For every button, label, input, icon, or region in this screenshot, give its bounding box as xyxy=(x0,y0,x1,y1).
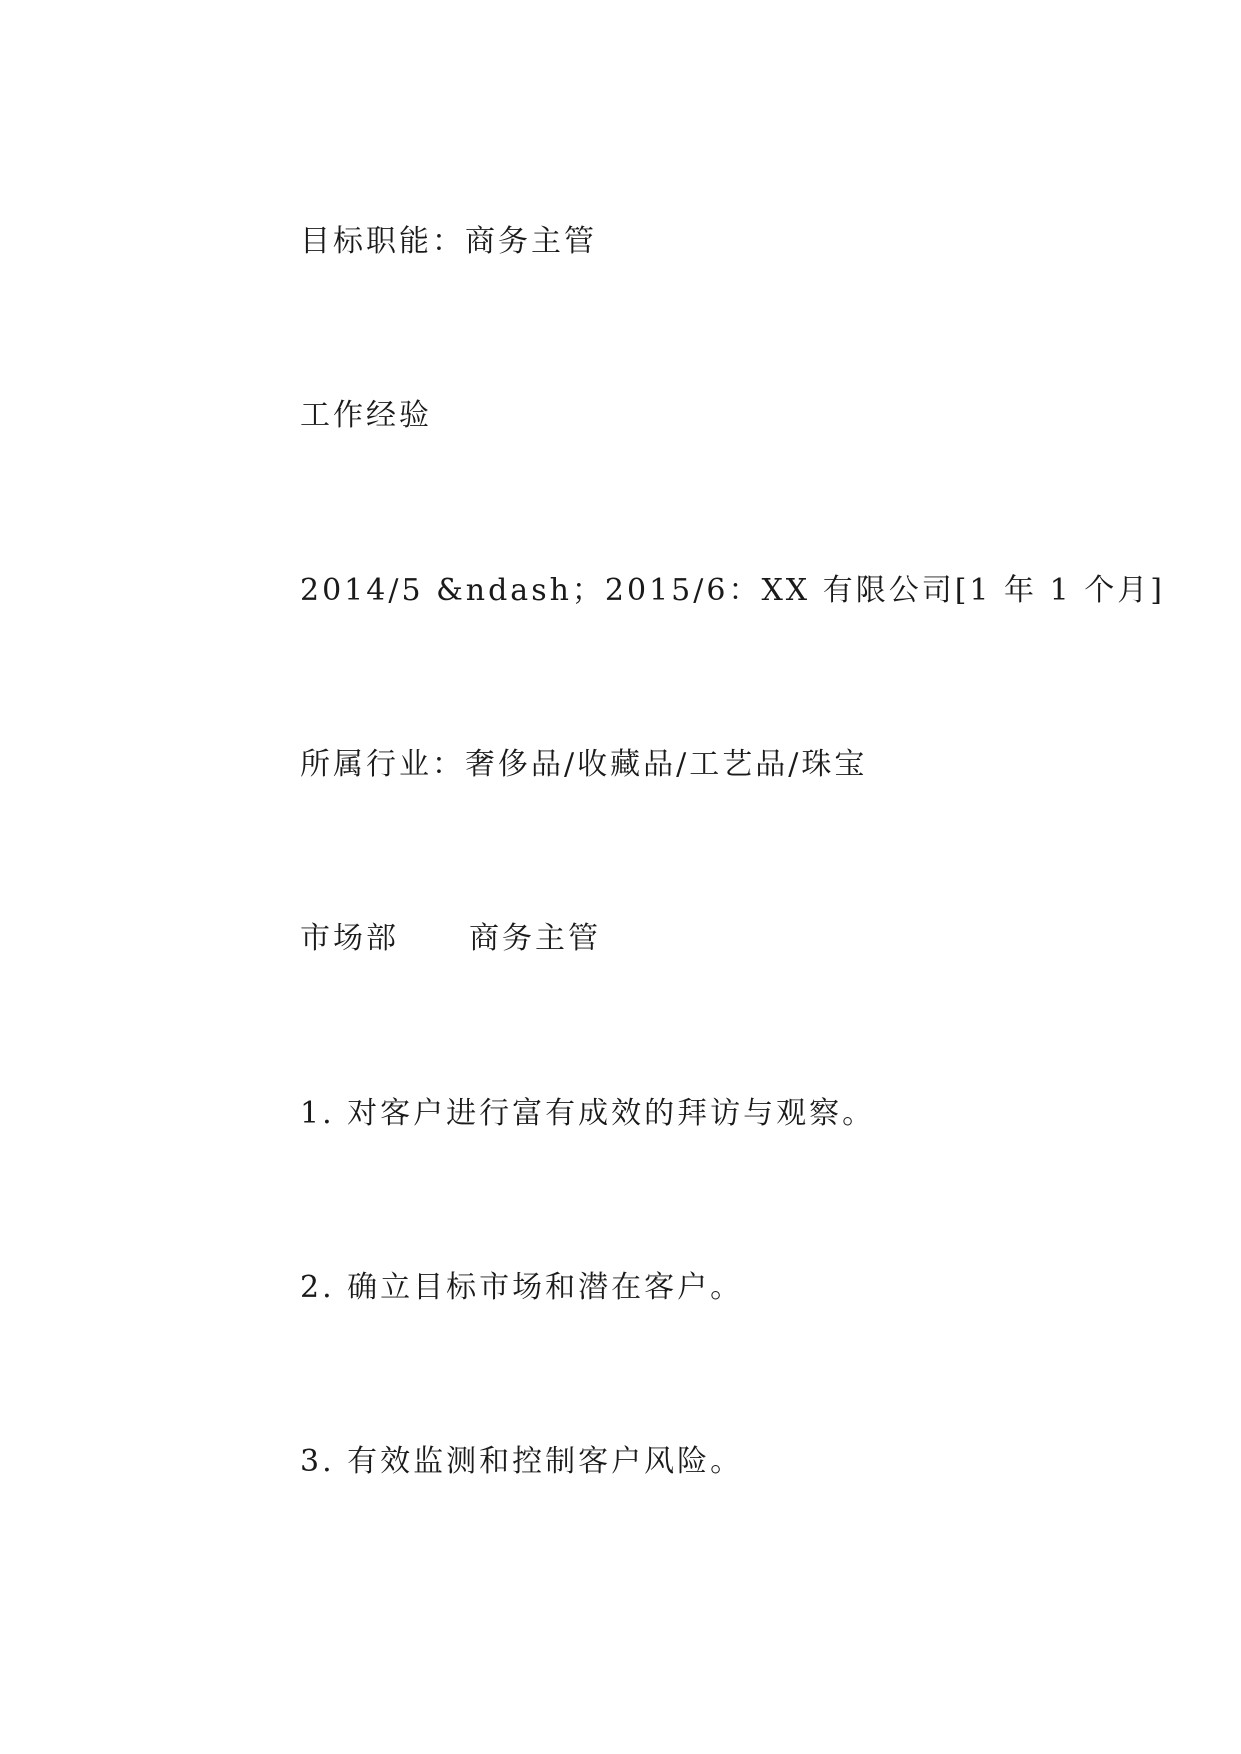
duty-item: 3. 有效监测和控制客户风险。 xyxy=(300,1444,744,1479)
department: 市场部 xyxy=(300,921,399,956)
duty-item: 2. 确立目标市场和潜在客户。 xyxy=(300,1270,744,1305)
employment-period-company: 2014/5 &ndash；2015/6：XX 有限公司[1 年 1 个月] xyxy=(300,573,1165,608)
department-position-line xyxy=(300,921,601,957)
duty-item: 1. 对客户进行富有成效的拜访与观察。 xyxy=(300,1096,876,1131)
section-title-work-experience: 工作经验 xyxy=(300,398,432,433)
target-function: 目标职能：商务主管 xyxy=(300,224,597,259)
industry: 所属行业：奢侈品/收藏品/工艺品/珠宝 xyxy=(300,747,868,782)
position: 商务主管 xyxy=(469,921,601,956)
